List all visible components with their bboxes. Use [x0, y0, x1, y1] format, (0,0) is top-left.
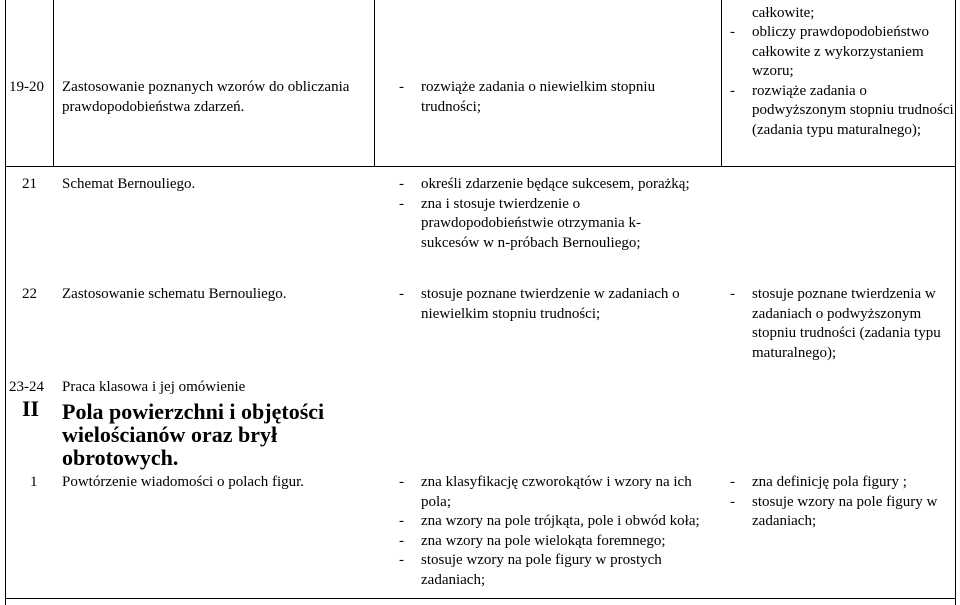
extended-continuation: całkowite;: [752, 5, 815, 21]
requirement-item: - zna i stosuje twierdzenie o prawdopodobieństwie otrzymania k-sukcesów w n-próbach Bernouliego;: [395, 195, 695, 254]
row-number: 21: [22, 176, 37, 192]
basic-requirements: [395, 285, 710, 324]
extended-requirements: [726, 23, 954, 140]
requirement-item: - określi zdarzenie będące sukcesem, porażką;: [395, 175, 695, 195]
requirement-item: - stosuje wzory na pole figury w prostych zadaniach;: [395, 551, 705, 590]
basic-requirements: [395, 175, 695, 253]
section-title: Pola powierzchni i objętości wielościanów oraz brył obrotowych.: [62, 399, 325, 470]
basic-requirements: [395, 473, 705, 590]
row-topic: Schemat Bernouliego.: [62, 176, 196, 192]
requirement-item: - stosuje poznane twierdzenie w zadaniach o niewielkim stopniu trudności;: [395, 285, 710, 324]
requirement-item: - zna wzory na pole wielokąta foremnego;: [395, 532, 705, 552]
row-number: 1: [30, 474, 38, 490]
requirement-item: - rozwiąże zadania o niewielkim stopniu trudności;: [395, 78, 705, 117]
row-topic: Powtórzenie wiadomości o polach figur.: [62, 474, 305, 490]
row-number: 22: [22, 286, 37, 302]
requirement-item: - obliczy prawdopodobieństwo całkowite z wykorzystaniem wzoru;: [726, 23, 954, 82]
row-number: 23-24: [9, 379, 44, 395]
section-number: II: [22, 396, 40, 421]
requirement-item: - zna klasyfikację czworokątów i wzory na ich pola;: [395, 473, 705, 512]
extended-requirements: [726, 285, 956, 363]
requirement-item: - zna definicję pola figury ;: [726, 473, 954, 493]
requirement-item: - stosuje poznane twierdzenia w zadaniach o podwyższonym stopniu trudności (zadania typu maturalnego);: [726, 285, 956, 363]
row-topic: Zastosowanie poznanych wzorów do obliczania prawdopodobieństwa zdarzeń.: [62, 79, 350, 115]
row-topic: Zastosowanie schematu Bernouliego.: [62, 286, 287, 302]
requirement-item: - zna wzory na pole trójkąta, pole i obwód koła;: [395, 512, 705, 532]
extended-requirements: [726, 473, 954, 532]
requirement-item: - stosuje wzory na pole figury w zadaniach;: [726, 493, 954, 532]
basic-requirements: [395, 78, 705, 117]
requirement-item: - rozwiąże zadania o podwyższonym stopniu trudności (zadania typu maturalnego);: [726, 82, 954, 141]
row-number: 19-20: [9, 79, 44, 95]
row-topic: Praca klasowa i jej omówienie: [62, 379, 246, 395]
